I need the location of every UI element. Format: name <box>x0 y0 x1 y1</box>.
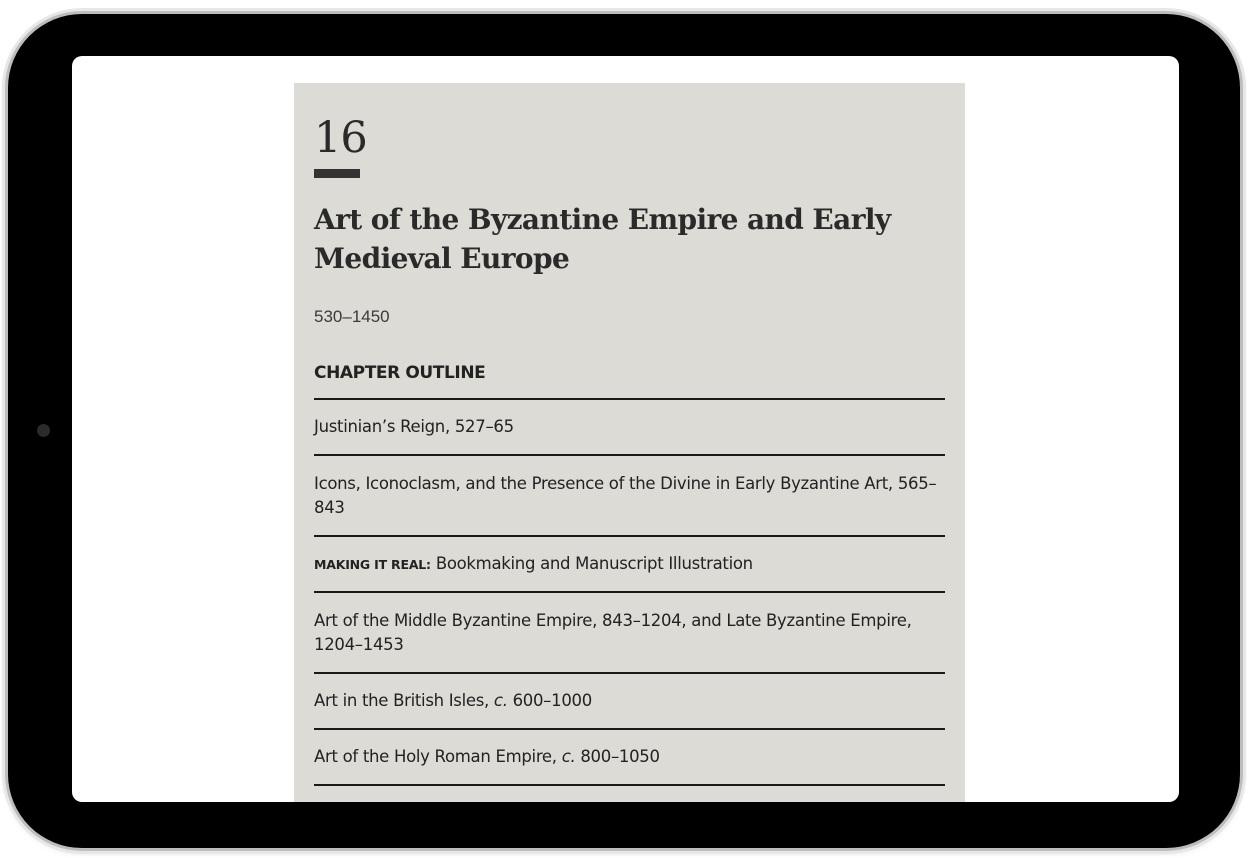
outline-item-icons-iconoclasm[interactable] <box>314 454 945 535</box>
chapter-number: 16 <box>314 113 367 163</box>
outline-item-label <box>314 745 660 769</box>
outline-item-label: Icons, Iconoclasm, and the Presence of the Divine in Early Byzantine Art, 565–843 <box>314 473 937 517</box>
outline-item-holy-roman-empire[interactable] <box>314 728 945 784</box>
outline-item-label: Justinian’s Reign, 527–65 <box>314 417 514 436</box>
outline-text-before: Art in the British Isles, <box>314 691 494 710</box>
outline-text-italic: c. <box>561 747 576 766</box>
outline-text-after: 800–1050 <box>575 747 660 766</box>
tablet-frame <box>8 14 1240 848</box>
making-it-real-prefix: MAKING IT REAL: <box>314 556 431 572</box>
outline-item-british-isles[interactable] <box>314 672 945 728</box>
outline-item-middle-late-byzantine[interactable] <box>314 591 945 672</box>
outline-divider <box>314 784 945 796</box>
outline-heading: CHAPTER OUTLINE <box>314 363 486 383</box>
outline-item-label <box>314 552 753 577</box>
outline-item-label: Art of the Middle Byzantine Empire, 843–1204, and Late Byzantine Empire, 1204–1453 <box>314 610 912 654</box>
chapter-outline-list <box>314 398 945 796</box>
outline-item-making-it-real[interactable] <box>314 535 945 591</box>
chapter-title: Art of the Byzantine Empire and Early Medieval Europe <box>314 203 891 275</box>
book-page <box>294 83 965 802</box>
tablet-screen <box>72 56 1179 802</box>
making-it-real-title: Bookmaking and Manuscript Illustration <box>435 553 753 573</box>
outline-text-italic: c. <box>493 691 508 710</box>
chapter-number-underline <box>314 169 360 178</box>
outline-text-after: 600–1000 <box>507 691 592 710</box>
camera-dot <box>37 424 50 437</box>
outline-item-justinian[interactable] <box>314 398 945 454</box>
chapter-date-range: 530–1450 <box>314 307 390 326</box>
outline-text-before: Art of the Holy Roman Empire, <box>314 747 562 766</box>
outline-item-label <box>314 689 592 713</box>
